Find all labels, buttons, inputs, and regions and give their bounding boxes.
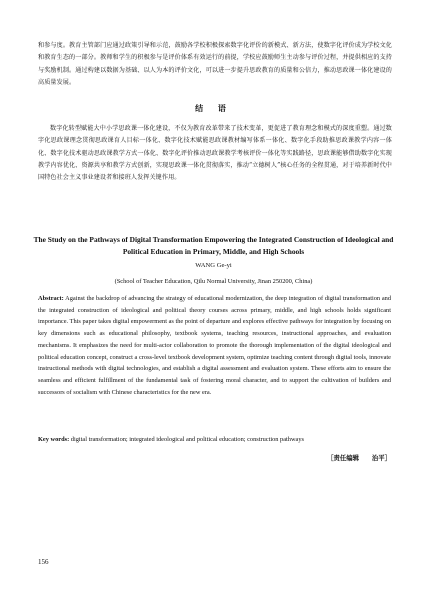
continuation-paragraph: 和参与度。教育主管部门应通过政策引导和示范，鼓励各学校积极探索数字化评价的新模式、新方法，使数字化评价成为学校文化和教育生态的一部分。教师和学生的积极参与是评价体系有效运行的前提，学校应鼓励师生主动参与评价过程，并提供相应的支持与奖励机制。通过构建以数据为基础、以人为本的评价文化，可以进一步提升思政教育的质量和公信力，推动思政课一体化建设的高质量发展。 [38,42,392,86]
conclusion-paragraph [38,123,392,184]
english-title: The Study on the Pathways of Digital Transformation Empowering the Integrated Construction of Ideological and Political Education in Primary, Middle, and High Schools [33,235,394,256]
conclusion-heading: 结 语 [195,104,232,113]
english-keywords [38,434,391,445]
page-number: 156 [38,558,49,566]
author-affiliation: (School of Teacher Education, Qilu Normal University, Jinan 250200, China) [114,278,313,285]
responsible-editor: ［责任编辑 治平］ [327,454,391,462]
abstract-text: Against the backdrop of advancing the strategy of educational modernization, the deep integration of digital transformation and the integrated construction of ideological and political theory courses across primary, middle, and high schools holds significant importance. This paper takes digital empowerment as the point of departure and explores effective pathways for integration by focusing on key dimensions such as educational philosophy, textbook systems, teaching resources, instructional approaches, and evaluation mechanisms. It emphasizes the need for multi-actor collaboration to promote the thorough implementation of the digital ideological and political education concept, construct a cross-level textbook development system, optimize teaching content through digital tools, innovate instructional methods with digital technologies, and establish a digital assessment and evaluation system. These efforts aim to ensure the seamless and efficient fulfillment of the fundamental task of fostering moral character, and to support the cultivation of builders and successors of socialism with Chinese characteristics for the new era. [38,295,391,396]
keywords-label: Key words: [38,436,70,443]
conclusion-body: 数字化转型赋能大中小学思政课一体化建设，不仅为教育改革带来了技术变革，更促进了教育理念和模式的深度重塑。通过数字化思政课理念贯彻思政课育人目标一体化、数字化技术赋能思政课教材编写体系一体化、数字化手段助推思政课教学内容一体化、数字化技术驱动思政课教学方式一体化、数字化评价推动思政课教学考核评价一体化等实践路径，思政课能够借助数字化实现教学内容优化、资源共享和教学方式创新，实现思政课一体化贯彻落实，推动“立德树人”核心任务的全程贯通，对于培养新时代中国特色社会主义事业建设者和接班人发挥关键作用。 [38,125,392,182]
abstract-label: Abstract: [38,295,64,302]
author-name: WANG Ge-yi [195,262,232,269]
keywords-text: digital transformation; integrated ideological and political education; construction pathways [69,436,305,443]
english-abstract [38,293,391,398]
